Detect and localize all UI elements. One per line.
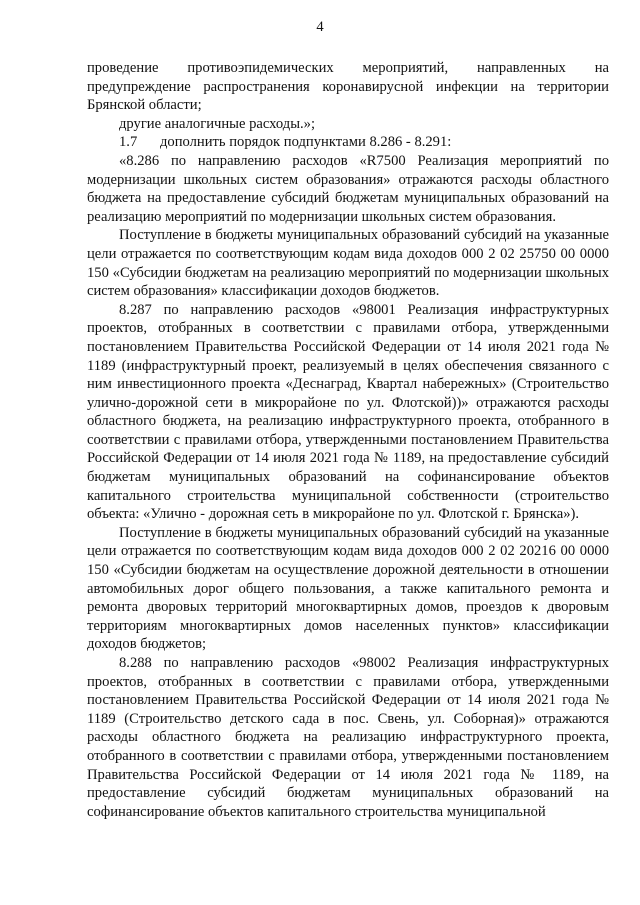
paragraph-8-286: «8.286 по направлению расходов «R7500 Реализация мероприятий по модернизации школьных систем образования» отражаются расходы областного бюджета на предоставление субсидий бюджетам муниципальных образований на реализацию мероприятий по модернизации школьных систем образования. — [87, 152, 609, 225]
paragraph-8-288: 8.288 по направлению расходов «98002 Реализация инфраструктурных проектов, отобранных в соответствии с правилами отбора, утвержденными постановлением Правительства Российской Федерации от 14 июля 2021 года № 1189 (Строительство детского сада в пос. Свень, ул. Соборная)» отражаются расходы областного бюджета на реализацию инфраструктурного проекта, отобранного в соответствии с правилами отбора, утвержденными постановлением Правительства Российской Федерации от 14 июля 2021 года № 1189, на предоставление субсидий бюджетам муниципальных образований на софинансирование объектов капитального строительства муниципальной — [87, 655, 609, 820]
paragraph-anti-epidemic: проведение противоэпидемических мероприятий, направленных на предупреждение распространения коронавирусной инфекции на территории Брянской области; — [87, 60, 609, 114]
page-number: 4 — [316, 19, 324, 35]
item-1-7 — [87, 133, 609, 152]
paragraph-other-expenses: другие аналогичные расходы.»; — [119, 115, 316, 132]
paragraph-8-287-receipts: Поступление в бюджеты муниципальных образований субсидий на указанные цели отражается по соответствующим кодам вида доходов 000 2 02 20216 00 0000 150 «Субсидии бюджетам на осуществление дорожной деятельности в отношении автомобильных дорог общего пользования, а также капитального ремонта и ремонта дворовых территорий многоквартирных домов, проездов к дворовым территориям многоквартирных домов населенных пунктов» классификации доходов бюджетов; — [87, 524, 609, 653]
paragraph-8-286-receipts: Поступление в бюджеты муниципальных образований субсидий на указанные цели отражается по соответствующим кодам вида доходов 000 2 02 25750 00 0000 150 «Субсидии бюджетам на реализацию мероприятий по модернизации школьных систем образования» классификации доходов бюджетов. — [87, 227, 609, 300]
paragraph-8-287: 8.287 по направлению расходов «98001 Реализация инфраструктурных проектов, отобранных в соответствии с правилами отбора, утвержденными постановлением Правительства Российской Федерации от 14 июля 2021 года № 1189 (инфраструктурный проект, реализуемый в целях обеспечения связанного с ним инвестиционного проекта «Деснаград, Квартал набережных» (Строительство улично-дорожной сети в микрорайоне по ул. Флотской))» отражаются расходы областного бюджета, на реализацию инфраструктурного проекта, отобранного в соответствии с правилами отбора, утвержденными постановлением Правительства Российской Федерации от 14 июля 2021 года № 1189, на предоставление субсидий бюджетам муниципальных образований на софинансирование объектов капитального строительства муниципальной собственности (строительство объекта: «Улично - дорожная сеть в микрорайоне по ул. Флотской г. Брянска»). — [87, 301, 609, 523]
document-body — [87, 59, 609, 821]
item-1-7-number: 1.7 — [119, 134, 138, 151]
item-1-7-text: дополнить порядок подпунктами 8.286 - 8.291: — [160, 134, 452, 151]
